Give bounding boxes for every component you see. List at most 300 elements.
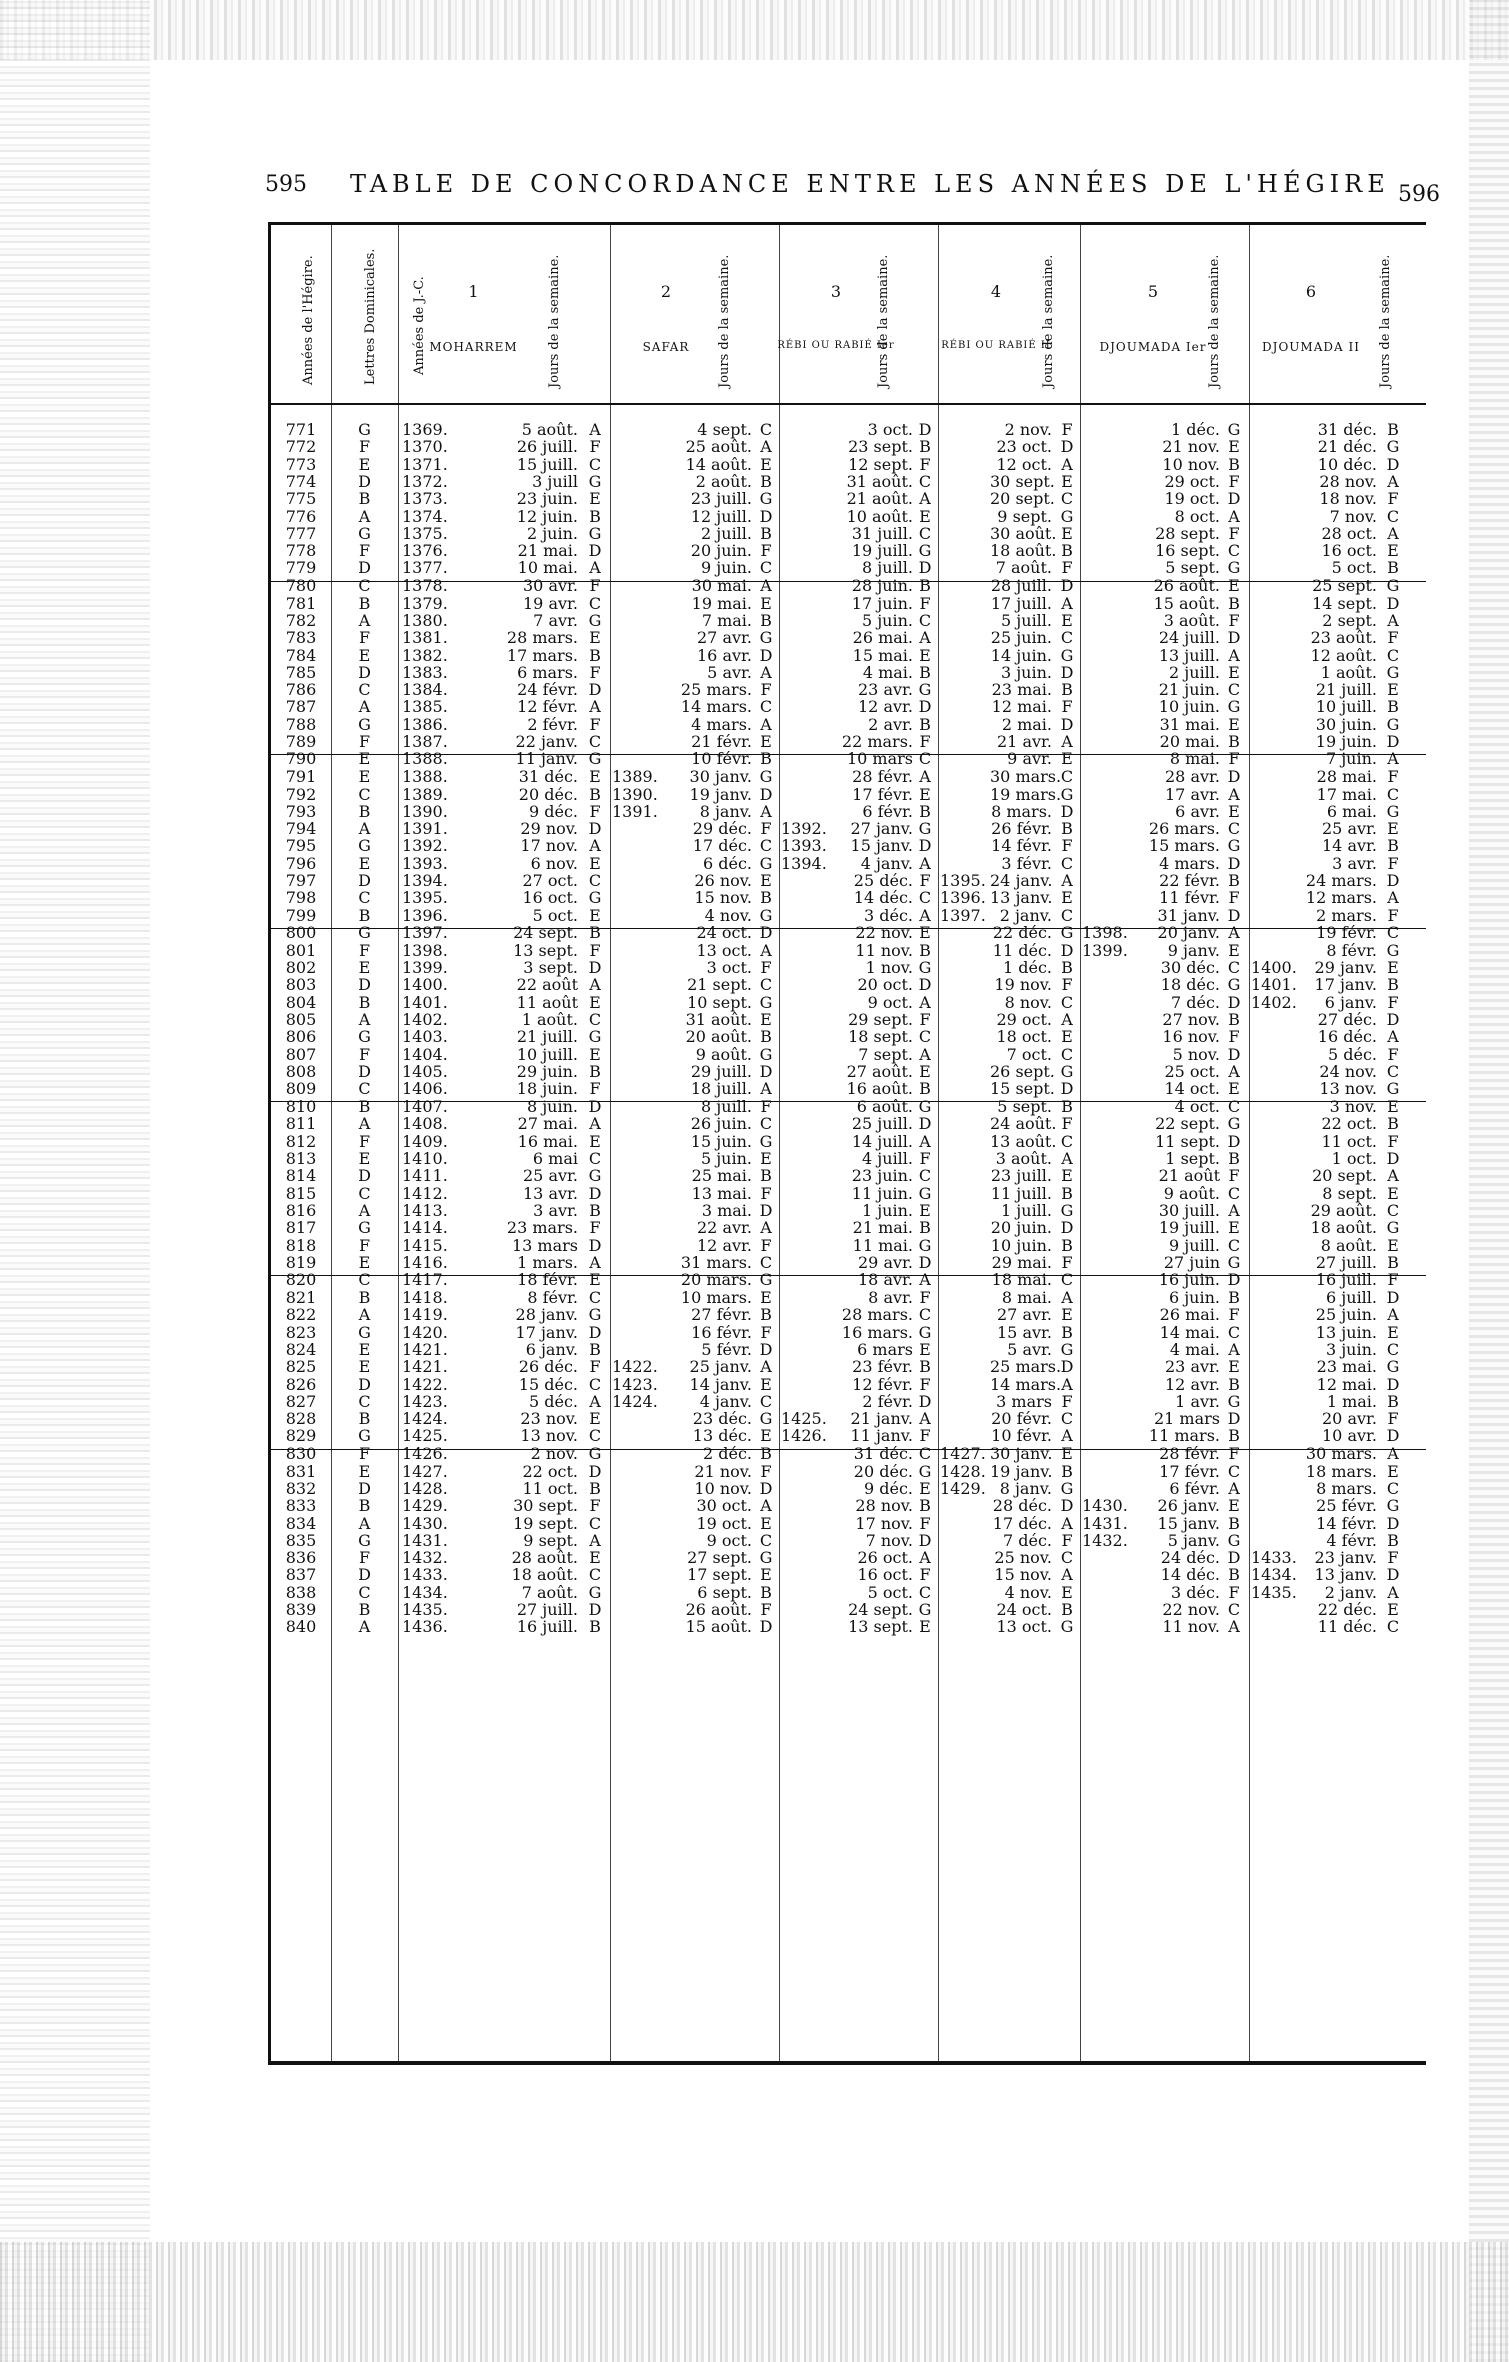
dominical-letter: D xyxy=(358,1166,371,1186)
m1-date: 3 sept. xyxy=(523,958,578,978)
jc-year: 1395. xyxy=(402,888,448,908)
m4-weekday: D xyxy=(1060,662,1074,682)
dominical-letter: F xyxy=(358,1235,371,1255)
m3-weekday: F xyxy=(919,454,931,474)
m4-weekday: G xyxy=(1060,645,1074,665)
m6-weekday: D xyxy=(1386,1426,1400,1446)
m2-weekday: B xyxy=(760,610,772,630)
jc-year: 1410. xyxy=(402,1149,448,1168)
dominical-letter: F xyxy=(358,628,371,648)
header-jc-year: Années de J.-C. xyxy=(412,276,427,375)
m4-weekday: G xyxy=(1060,506,1074,526)
m2-weekday: C xyxy=(759,975,773,995)
m2-date: 31 août. xyxy=(685,1010,752,1029)
m2-weekday: G xyxy=(759,1548,773,1568)
m2-year: 1423. xyxy=(612,1374,658,1394)
m4-date: 18 mai. xyxy=(991,1270,1052,1290)
m1-date: 5 août. xyxy=(521,420,578,439)
m3-weekday: G xyxy=(918,958,932,978)
m6-weekday: E xyxy=(1387,1235,1399,1255)
m2-year: 1424. xyxy=(612,1391,658,1411)
m3-date: 17 juin. xyxy=(851,593,913,613)
m5-date: 4 mai. xyxy=(1169,1339,1220,1359)
m6-date: 3 nov. xyxy=(1329,1096,1377,1116)
m6-date: 12 mars. xyxy=(1305,888,1377,908)
m2-weekday: B xyxy=(760,1027,772,1047)
m1-weekday: E xyxy=(589,1270,601,1290)
m5-weekday: E xyxy=(1228,1357,1240,1377)
m4-date: 4 nov. xyxy=(1004,1582,1052,1602)
m5-weekday: D xyxy=(1227,992,1241,1012)
m5-weekday: C xyxy=(1227,1235,1241,1255)
m1-weekday: G xyxy=(588,1027,602,1047)
m2-date: 16 févr. xyxy=(691,1322,752,1342)
hegira-year: 805 xyxy=(285,1010,317,1029)
m4-weekday: B xyxy=(1061,1183,1073,1203)
m1-weekday: C xyxy=(588,1426,602,1446)
header-rule xyxy=(271,403,1426,405)
header-weekday-3: Jours de la semaine. xyxy=(876,254,891,388)
m5-weekday: G xyxy=(1227,1114,1241,1134)
m2-weekday: F xyxy=(760,1322,772,1342)
m3-weekday: F xyxy=(919,1513,931,1533)
m6-date: 28 nov. xyxy=(1319,471,1377,491)
m2-weekday: D xyxy=(759,1478,773,1498)
jc-year: 1399. xyxy=(402,958,448,978)
m5-weekday: F xyxy=(1228,471,1240,491)
m1-weekday: C xyxy=(588,1010,602,1029)
m5-date: 26 août. xyxy=(1153,575,1220,595)
m2-date: 26 nov. xyxy=(694,871,752,890)
m6-weekday: G xyxy=(1386,801,1400,821)
m6-date: 23 mai. xyxy=(1316,1357,1377,1377)
m3-weekday: D xyxy=(918,697,932,717)
m1-weekday: F xyxy=(589,1357,601,1377)
m5-weekday: A xyxy=(1228,922,1240,942)
m4-weekday: F xyxy=(1061,1252,1073,1272)
m3-weekday: F xyxy=(919,1565,931,1585)
m2-weekday: A xyxy=(760,1218,772,1238)
m5-weekday: E xyxy=(1228,662,1240,682)
m4-date: 30 août. xyxy=(990,523,1057,543)
m2-date: 19 oct. xyxy=(696,1513,752,1533)
m4-date: 3 mars xyxy=(996,1391,1052,1411)
m6-weekday: D xyxy=(1386,871,1400,890)
jc-year: 1383. xyxy=(402,662,448,682)
m4-date: 23 juill. xyxy=(990,1166,1052,1186)
m2-weekday: F xyxy=(760,1183,772,1203)
m3-weekday: E xyxy=(919,784,931,804)
m5-weekday: G xyxy=(1227,1391,1241,1411)
m6-weekday: B xyxy=(1387,1114,1399,1134)
scan-noise-right xyxy=(1469,0,1509,2362)
m5-weekday: F xyxy=(1228,1027,1240,1047)
dominical-letter: B xyxy=(358,1096,371,1116)
m6-weekday: C xyxy=(1386,1061,1400,1081)
hegira-year: 827 xyxy=(285,1391,317,1411)
m1-date: 27 juill. xyxy=(516,1600,578,1619)
m6-date: 22 déc. xyxy=(1317,1600,1377,1619)
m6-date: 12 août. xyxy=(1310,645,1377,665)
dominical-letter: G xyxy=(358,1027,371,1047)
m2-date: 15 juin. xyxy=(690,1131,752,1151)
m4-date: 24 janv. xyxy=(990,871,1053,890)
m5-date: 15 mars. xyxy=(1148,836,1220,856)
m5-date: 16 sept. xyxy=(1155,541,1220,561)
jc-year: 1432. xyxy=(402,1548,448,1568)
m2-weekday: D xyxy=(759,1061,773,1081)
m6-date: 24 mars. xyxy=(1305,871,1377,890)
m1-date: 16 juill. xyxy=(516,1617,578,1637)
m3-date: 18 avr. xyxy=(858,1270,913,1290)
m2-date: 9 août. xyxy=(695,1044,752,1064)
m6-weekday: A xyxy=(1387,1582,1399,1602)
m3-date: 1 juin. xyxy=(861,1200,913,1220)
m4-weekday: D xyxy=(1060,801,1074,821)
m6-date: 21 juill. xyxy=(1315,680,1377,700)
m6-weekday: A xyxy=(1387,888,1399,908)
m1-date: 30 sept. xyxy=(513,1496,578,1516)
m3-weekday: E xyxy=(919,1339,931,1359)
m1-date: 6 janv. xyxy=(525,1339,578,1359)
hegira-year: 784 xyxy=(285,645,317,665)
m6-weekday: G xyxy=(1386,662,1400,682)
m5-weekday: E xyxy=(1228,714,1240,734)
m5-weekday: F xyxy=(1228,749,1240,769)
m5-weekday: D xyxy=(1227,1270,1241,1290)
dominical-letter: B xyxy=(358,801,371,821)
m5-weekday: G xyxy=(1227,975,1241,995)
hegira-year: 777 xyxy=(285,523,317,543)
jc-year: 1382. xyxy=(402,645,448,665)
m1-date: 21 juill. xyxy=(516,1027,578,1047)
m6-date: 10 déc. xyxy=(1317,454,1377,474)
m4-date: 20 juin. xyxy=(990,1218,1052,1238)
m1-date: 17 janv. xyxy=(515,1322,578,1342)
m4-weekday: B xyxy=(1061,541,1073,561)
m1-weekday: B xyxy=(589,506,601,526)
m4-weekday: B xyxy=(1061,1461,1073,1481)
m6-weekday: B xyxy=(1387,1252,1399,1272)
m3-date: 27 août. xyxy=(846,1061,913,1081)
m4-weekday: F xyxy=(1061,697,1073,717)
m6-date: 18 août. xyxy=(1310,1218,1377,1238)
m4-weekday: F xyxy=(1061,1391,1073,1411)
m1-date: 17 mars. xyxy=(506,645,578,665)
m3-date: 24 sept. xyxy=(848,1600,913,1619)
m4-weekday: C xyxy=(1060,628,1074,648)
m4-date: 11 déc. xyxy=(992,940,1052,960)
jc-year: 1403. xyxy=(402,1027,448,1047)
m6-date: 2 mars. xyxy=(1316,905,1377,925)
m1-date: 19 sept. xyxy=(513,1513,578,1533)
m4-weekday: C xyxy=(1060,489,1074,509)
dominical-letter: D xyxy=(358,471,371,491)
m6-date: 28 oct. xyxy=(1321,523,1377,543)
m5-date: 8 oct. xyxy=(1174,506,1220,526)
dominical-letter: E xyxy=(358,1357,371,1377)
m2-weekday: D xyxy=(759,1200,773,1220)
m5-weekday: A xyxy=(1228,1617,1240,1637)
m5-date: 1 avr. xyxy=(1175,1391,1220,1411)
m1-weekday: C xyxy=(588,454,602,474)
jc-year: 1407. xyxy=(402,1096,448,1116)
m3-weekday: C xyxy=(918,1305,932,1325)
m1-date: 9 déc. xyxy=(528,801,578,821)
m5-date: 16 nov. xyxy=(1162,1027,1220,1047)
m2-weekday: A xyxy=(760,940,772,960)
group-separator xyxy=(271,1275,1426,1276)
m1-date: 8 juin. xyxy=(526,1096,578,1116)
m1-date: 8 févr. xyxy=(527,1288,578,1307)
m5-weekday: E xyxy=(1228,1079,1240,1099)
m3-date: 22 nov. xyxy=(855,922,913,942)
m2-year: 1422. xyxy=(612,1357,658,1377)
m3-date: 20 déc. xyxy=(853,1461,913,1481)
m3-weekday: C xyxy=(918,523,932,543)
m5-date: 13 juill. xyxy=(1158,645,1220,665)
dominical-letter: G xyxy=(358,1218,371,1238)
m1-date: 31 déc. xyxy=(518,767,578,787)
hegira-year: 776 xyxy=(285,506,317,526)
m5-weekday: D xyxy=(1227,1548,1241,1568)
m3-date: 8 juill. xyxy=(862,558,913,578)
m2-date: 2 août. xyxy=(695,471,752,491)
m4-weekday: D xyxy=(1060,1357,1074,1377)
jc-year: 1428. xyxy=(402,1478,448,1498)
m3-date: 18 sept. xyxy=(848,1027,913,1047)
m1-weekday: G xyxy=(588,888,602,908)
m3-weekday: G xyxy=(918,1183,932,1203)
m2-weekday: F xyxy=(760,1600,772,1619)
m6-weekday: G xyxy=(1386,1218,1400,1238)
m2-date: 30 oct. xyxy=(696,1496,752,1516)
m4-date: 17 juill. xyxy=(990,593,1052,613)
m2-date: 7 mai. xyxy=(701,610,752,630)
m3-date: 31 juill. xyxy=(851,523,913,543)
m3-date: 23 sept. xyxy=(848,437,913,457)
m3-weekday: F xyxy=(919,593,931,613)
m5-weekday: B xyxy=(1228,1426,1240,1446)
m2-date: 6 déc. xyxy=(702,853,752,873)
m6-date: 6 juill. xyxy=(1326,1288,1377,1307)
dominical-letter: F xyxy=(358,940,371,960)
m4-weekday: D xyxy=(1060,940,1074,960)
m5-weekday: F xyxy=(1228,1443,1240,1463)
m3-weekday: F xyxy=(919,1288,931,1307)
m5-weekday: D xyxy=(1227,853,1241,873)
m5-weekday: F xyxy=(1228,1582,1240,1602)
m2-date: 9 oct. xyxy=(706,1530,752,1550)
m5-weekday: D xyxy=(1227,1409,1241,1429)
m4-date: 10 févr. xyxy=(991,1426,1052,1446)
m5-date: 27 nov. xyxy=(1162,1010,1220,1029)
m6-date: 19 juin. xyxy=(1315,732,1377,751)
m5-date: 22 févr. xyxy=(1159,871,1220,890)
m2-date: 2 déc. xyxy=(702,1443,752,1463)
m2-weekday: A xyxy=(760,437,772,457)
m5-weekday: B xyxy=(1228,1374,1240,1394)
column-divider xyxy=(1249,225,1250,2061)
dominical-letter: D xyxy=(358,662,371,682)
m2-weekday: E xyxy=(760,454,772,474)
m6-date: 27 juill. xyxy=(1315,1252,1377,1272)
m4-weekday: D xyxy=(1060,437,1074,457)
m5-date: 6 avr. xyxy=(1175,801,1220,821)
m5-weekday: D xyxy=(1227,767,1241,787)
m1-date: 22 janv. xyxy=(515,732,578,751)
dominical-letter: A xyxy=(358,1114,371,1134)
m2-date: 23 déc. xyxy=(692,1409,752,1429)
m4-weekday: A xyxy=(1061,593,1073,613)
m6-date: 28 mai. xyxy=(1316,767,1377,787)
m1-weekday: D xyxy=(588,819,602,839)
m2-year: 1389. xyxy=(612,767,658,787)
m2-date: 19 janv. xyxy=(689,784,752,804)
jc-year: 1423. xyxy=(402,1391,448,1411)
hegira-year: 803 xyxy=(285,975,317,995)
m4-weekday: E xyxy=(1061,1443,1073,1463)
hegira-year: 806 xyxy=(285,1027,317,1047)
m2-year: 1391. xyxy=(612,801,658,821)
m6-date: 14 avr. xyxy=(1322,836,1377,856)
m5-date: 8 mai. xyxy=(1169,749,1220,769)
m6-weekday: D xyxy=(1386,593,1400,613)
m5-weekday: D xyxy=(1227,489,1241,509)
m5-date: 12 avr. xyxy=(1165,1374,1220,1394)
m1-weekday: G xyxy=(588,1582,602,1602)
m2-weekday: A xyxy=(760,662,772,682)
m5-weekday: C xyxy=(1227,1322,1241,1342)
jc-year: 1411. xyxy=(402,1166,448,1186)
m4-date: 26 sept. xyxy=(990,1061,1055,1081)
m1-date: 12 févr. xyxy=(517,697,578,717)
m1-weekday: B xyxy=(589,1478,601,1498)
m1-weekday: B xyxy=(589,1617,601,1637)
jc-year: 1419. xyxy=(402,1305,448,1325)
dominical-letter: B xyxy=(358,905,371,925)
m3-date: 22 mars. xyxy=(841,732,913,751)
m3-date: 21 mai. xyxy=(852,1218,913,1238)
m3-date: 25 juill. xyxy=(851,1114,913,1134)
m6-weekday: E xyxy=(1387,1322,1399,1342)
dominical-letter: C xyxy=(358,888,371,908)
m2-date: 5 févr. xyxy=(701,1339,752,1359)
m2-date: 5 avr. xyxy=(707,662,752,682)
m4-year: 1395. xyxy=(940,871,986,890)
m2-weekday: A xyxy=(760,801,772,821)
m4-date: 27 avr. xyxy=(997,1305,1052,1325)
hegira-year: 817 xyxy=(285,1218,317,1238)
dominical-letter: A xyxy=(358,1305,371,1325)
m4-year: 1428. xyxy=(940,1461,986,1481)
m5-weekday: E xyxy=(1228,1218,1240,1238)
dominical-letter: F xyxy=(358,1443,371,1463)
hegira-year: 820 xyxy=(285,1270,317,1290)
column-divider xyxy=(779,225,780,2061)
m6-weekday: B xyxy=(1387,975,1399,995)
m1-date: 21 mai. xyxy=(517,541,578,561)
m1-weekday: E xyxy=(589,489,601,509)
dominical-letter: E xyxy=(358,645,371,665)
m2-date: 10 mars. xyxy=(680,1288,752,1307)
m2-weekday: E xyxy=(760,871,772,890)
m5-weekday: C xyxy=(1227,958,1241,978)
m5-weekday: B xyxy=(1228,732,1240,751)
m6-date: 14 févr. xyxy=(1316,1513,1377,1533)
m2-weekday: G xyxy=(759,992,773,1012)
m4-weekday: C xyxy=(1060,1409,1074,1429)
m6-weekday: G xyxy=(1386,1357,1400,1377)
m2-weekday: F xyxy=(760,958,772,978)
m2-date: 3 mai. xyxy=(701,1200,752,1220)
jc-year: 1397. xyxy=(402,922,448,942)
m3-date: 9 oct. xyxy=(867,992,913,1012)
m1-date: 29 juin. xyxy=(516,1061,578,1081)
m6-date: 30 mars. xyxy=(1305,1443,1377,1463)
m4-date: 23 mai. xyxy=(991,680,1052,700)
m2-date: 2 juill. xyxy=(701,523,752,543)
m5-weekday: B xyxy=(1228,871,1240,890)
m4-weekday: C xyxy=(1060,905,1074,925)
m1-date: 10 mai. xyxy=(517,558,578,578)
m2-weekday: G xyxy=(759,1044,773,1064)
m3-date: 19 juill. xyxy=(851,541,913,561)
dominical-letter: E xyxy=(358,454,371,474)
dominical-letter: E xyxy=(358,1461,371,1481)
m2-weekday: G xyxy=(759,767,773,787)
m5-weekday: D xyxy=(1227,905,1241,925)
m3-date: 23 févr. xyxy=(852,1357,913,1377)
m5-date: 4 mars. xyxy=(1159,853,1220,873)
m4-weekday: D xyxy=(1060,1496,1074,1516)
m1-date: 23 nov. xyxy=(520,1409,578,1429)
m4-date: 5 sept. xyxy=(997,1096,1052,1116)
m3-date: 20 oct. xyxy=(857,975,913,995)
m3-date: 28 nov. xyxy=(855,1496,913,1516)
m1-weekday: F xyxy=(589,801,601,821)
m3-date: 6 févr. xyxy=(862,801,913,821)
m3-date: 4 juill. xyxy=(862,1149,913,1168)
m2-date: 10 févr. xyxy=(691,749,752,769)
m2-date: 27 févr. xyxy=(691,1305,752,1325)
m5-weekday: C xyxy=(1227,1096,1241,1116)
jc-year: 1414. xyxy=(402,1218,448,1238)
m6-weekday: G xyxy=(1386,1496,1400,1516)
m5-date: 11 févr. xyxy=(1159,888,1220,908)
m4-weekday: G xyxy=(1060,784,1074,804)
m4-date: 19 mars. xyxy=(990,784,1062,804)
m4-weekday: G xyxy=(1060,1200,1074,1220)
m5-date: 27 juin xyxy=(1163,1252,1220,1272)
m5-weekday: F xyxy=(1228,610,1240,630)
hegira-year: 819 xyxy=(285,1252,317,1272)
dominical-letter: A xyxy=(358,819,371,839)
group-separator xyxy=(271,1449,1426,1450)
m2-date: 13 mai. xyxy=(691,1183,752,1203)
m1-weekday: F xyxy=(589,575,601,595)
m5-year: 1398. xyxy=(1082,922,1128,942)
m4-date: 17 déc. xyxy=(992,1513,1052,1533)
m6-weekday: C xyxy=(1386,1478,1400,1498)
m5-weekday: B xyxy=(1228,1565,1240,1585)
jc-year: 1426. xyxy=(402,1443,448,1463)
m3-date: 5 oct. xyxy=(867,1582,913,1602)
m5-date: 9 janv. xyxy=(1167,940,1220,960)
m4-weekday: C xyxy=(1060,1131,1074,1151)
m4-date: 1 déc. xyxy=(1002,958,1052,978)
m5-date: 3 août. xyxy=(1163,610,1220,630)
